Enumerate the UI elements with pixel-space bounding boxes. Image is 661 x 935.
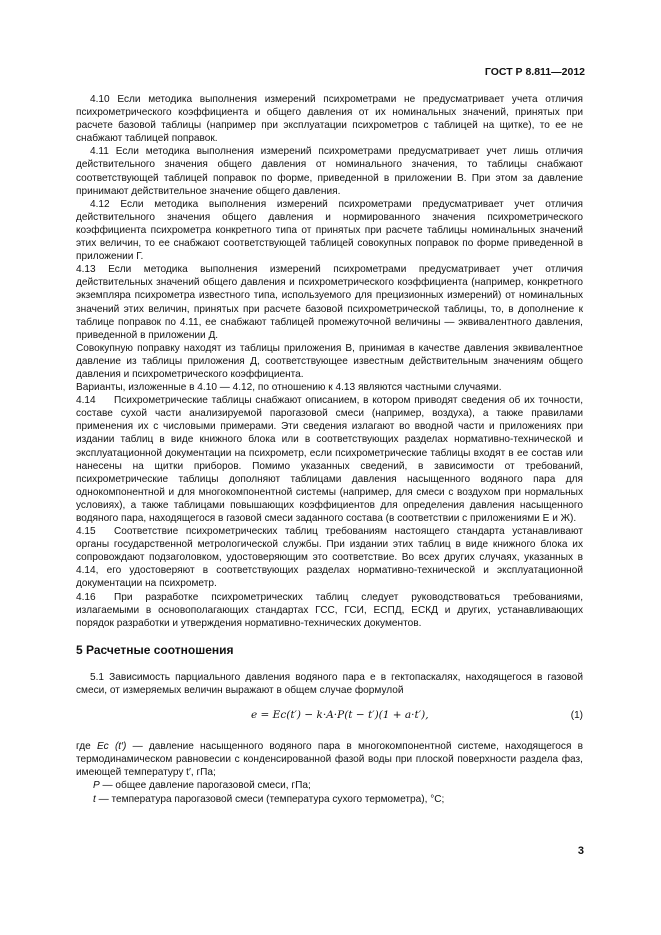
paragraph-4-14 bbox=[76, 394, 583, 525]
clause-text-4-14: Психрометрические таблицы снабжают описанием, в котором приводят сведения об их точности, составе сухой части анализируемой парогазовой смеси (например, воздуха), а также правилами применения их с числовыми примерами. Эти сведения излагают во вводной части и приложениях при издании таблиц в виде книжного блока или в соответствующих разделах нормативно-технической и эксплуатационной документации на психрометр, если психрометрические таблицы входят в ее состав или нанесены на щитки приборов. Помимо указанных сведений, в зависимости от требований, психрометрические таблицы дополняют таблицами давления насыщенного водяного пара для однокомпонентной и для многокомпонентной системы (например, для смеси с воздухом при нормальных условиях), а также таблицами повышающих коэффициентов для определения давления насыщенного водяного пара, находящегося в газовой смеси заданного состава (в соответствии с приложениями Е и Ж). bbox=[76, 395, 583, 524]
document-header: ГОСТ Р 8.811—2012 bbox=[484, 66, 585, 78]
formula-number: (1) bbox=[570, 710, 583, 722]
definition-t bbox=[76, 793, 583, 806]
document-body bbox=[76, 93, 583, 806]
clause-number-4-14: 4.14 bbox=[76, 395, 96, 407]
paragraph-5-1: 5.1 Зависимость парциального давления водяного пара e в гектопаскалях, находящегося в газовой смеси, от измеряемых величин выражают в общем случае формулой bbox=[76, 671, 583, 697]
paragraph-4-10: 4.10 Если методика выполнения измерений психрометрами не предусматривает учета отличия психрометрического коэффициента и общего давления от их номинальных значений, принятых при расчете базовой таблицы (например при эксплуатации психрометров с таблицей на щитке), то ее не снабжают таблицей поправок. bbox=[76, 94, 583, 145]
paragraph-4-11: 4.11 Если методика выполнения измерений психрометрами предусматривает учет лишь отличия действительного значения общего давления от номинального значения, то таблицы снабжают соответствующей таблицей поправок по форме, приведенной в приложении В. При этом за давление принимают действительное значение общего давления. bbox=[76, 146, 583, 197]
definition-ec: где Ec (t′) — давление насыщенного водяного пара в многокомпонентной системе, находящегося в термодинамическом равновесии с конденсированной фазой воды при плоской поверхности раздела фаз, имеющей температуру t′, гПа; bbox=[76, 741, 583, 779]
clause-number-4-16: 4.16 bbox=[76, 591, 96, 603]
symbol-p: P bbox=[93, 780, 100, 792]
section-title: 5 Расчетные соотношения bbox=[76, 642, 234, 657]
paragraph-variants: Варианты, изложенные в 4.10 — 4.12, по отношению к 4.13 являются частными случаями. bbox=[76, 382, 502, 394]
symbol-ec: Ec (t′) bbox=[96, 741, 127, 753]
page-number: 3 bbox=[577, 845, 584, 857]
paragraph-4-12: 4.12 Если методика выполнения измерений психрометрами предусматривает учет отличия действительного значения общего давления и нормированного значения психрометрического коэффициента психрометра конкретного типа от принятых при расчете таблицы номинальных значений этих величин, то ее снабжают соответствующей таблицей совокупных поправок по форме приведенной в приложении Г. bbox=[76, 198, 583, 263]
formula-1 bbox=[76, 704, 583, 728]
definition-ec-text: — давление насыщенного водяного пара в многокомпонентной системе, находящегося в термодинамическом равновесии с конденсированной фазой воды при плоской поверхности раздела фаз, имеющей температуру t′, гПа; bbox=[76, 741, 583, 779]
clause-number-4-15: 4.15 bbox=[76, 526, 96, 538]
clause-text-4-15: Соответствие психрометрических таблиц требованиям настоящего стандарта устанавливают органы государственной метрологической службы. При издании этих таблиц в виде книжного блока их сопровождают подзаголовком, удостоверяющим это соответствие. Во всех других случаях, указанных в 4.14, его удостоверяют в соответствующих разделах нормативно-технической и эксплуатационной документации на психрометр. bbox=[76, 526, 583, 590]
paragraph-4-16 bbox=[76, 591, 583, 630]
paragraph-4-15 bbox=[76, 525, 583, 590]
paragraph-sum-correction: Совокупную поправку находят из таблицы приложения В, принимая в качестве давления эквивалентное давление из таблицы приложения Д, соответствующее известным действительным значениям общего давления и психрометрического коэффициента. bbox=[76, 342, 583, 380]
definition-p bbox=[76, 779, 583, 792]
definition-t-text: — температура парогазовой смеси (температура сухого термометра), °С; bbox=[95, 793, 445, 805]
clause-text-4-16: При разработке психрометрических таблиц следует руководствоваться требованиями, излагаемыми в основополагающих стандартах ГСС, ГСИ, ЕСПД, ЕСКД и других, устанавливающих порядок разработки и утверждения нормативно-технических документов. bbox=[76, 591, 583, 629]
symbol-t: t bbox=[93, 793, 96, 805]
formula-expression: e = Ec(t′) − k·A·P(t − t′)(1 + a·t′), bbox=[251, 709, 429, 722]
paragraph-4-13: 4.13 Если методика выполнения измерений психрометрами предусматривает учет отличия действительных значений общего давления и психрометрического коэффициента (например, конкретного экземпляра психрометра известного типа, используемого для прецизионных измерений) от номинальных значений этих величин, принятых при расчете базовой психрометрической таблицы, то, в дополнение к таблице поправок по 4.11, ее снабжают таблицей промежуточной величины — эквивалентного давления, приведенной в приложении Д. bbox=[76, 264, 583, 341]
definition-p-text: — общее давление парогазовой смеси, гПа; bbox=[99, 780, 311, 792]
